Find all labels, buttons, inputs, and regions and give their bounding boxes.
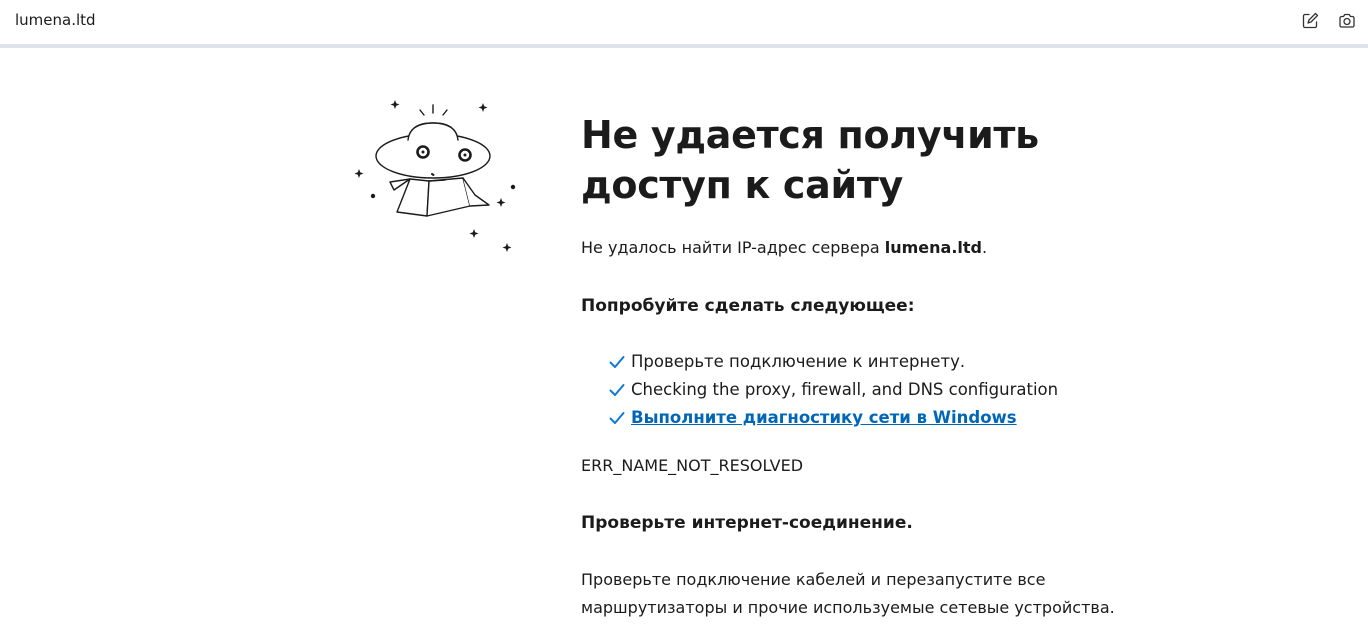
suggestion-check-connection: Проверьте подключение к интернету. [631,352,966,371]
ip-message-host: lumena.ltd [884,238,982,257]
error-content [581,110,1141,617]
connection-text-line2: маршрутизаторы и прочие используемые сетевые устройства. [581,598,1115,617]
page-title-line2: доступ к сайту [581,163,904,207]
list-item [609,376,1058,404]
checkmark-icon [609,383,625,397]
list-item [609,348,1058,376]
error-code: ERR_NAME_NOT_RESOLVED [581,456,804,475]
list-item [609,404,1058,432]
connection-text-line1: Проверьте подключение кабелей и перезапустите все [581,570,1046,589]
page-title-line1: Не удается получить [581,113,1039,157]
share-edit-icon[interactable] [1300,11,1320,31]
page-title [581,110,1141,210]
checkmark-icon [609,411,625,425]
ufo-illustration [350,95,520,255]
screenshot-camera-icon[interactable] [1337,11,1357,31]
address-bar [0,0,1368,48]
connection-text [581,566,1115,622]
ip-message-suffix: . [982,238,988,257]
ip-message [581,238,987,257]
page-url[interactable]: lumena.ltd [15,11,96,29]
network-diagnostics-link[interactable]: Выполните диагностику сети в Windows [631,408,1017,427]
suggestion-list [609,348,1058,432]
try-heading: Попробуйте сделать следующее: [581,296,915,316]
ip-message-prefix: Не удалось найти IP-адрес сервера [581,238,885,257]
checkmark-icon [609,355,625,369]
connection-heading: Проверьте интернет-соединение. [581,513,913,533]
suggestion-check-proxy: Checking the proxy, firewall, and DNS configuration [631,380,1059,399]
